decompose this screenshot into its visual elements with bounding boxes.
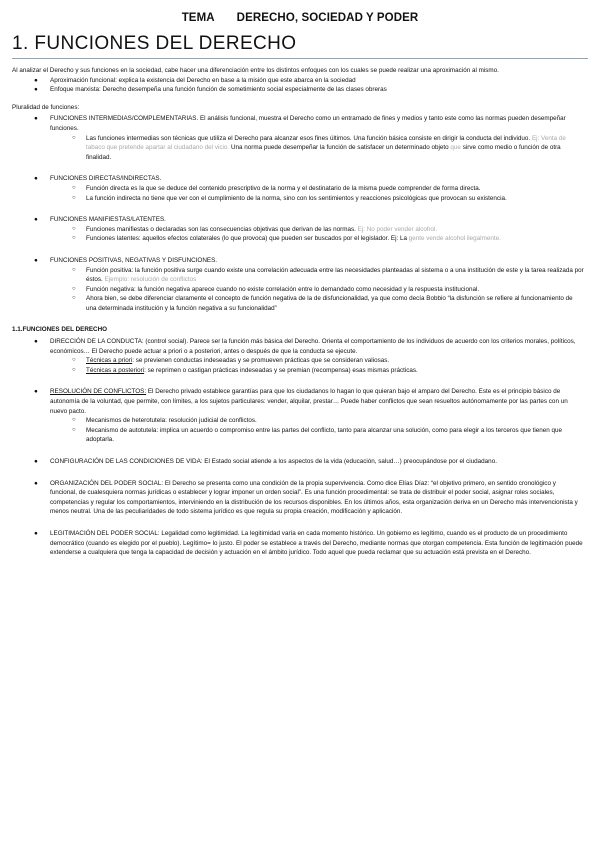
sub-text: Una norma puede desempeñar la función de satisfacer un determinado objeto — [230, 144, 449, 152]
sub-text: Mecanismo de autotutela: implica un acuerdo o compromiso entre las partes del conflicto, tanto para alcanzar una solución, como para elegir a los terceros que tienen que adoptarla. — [86, 426, 563, 444]
intro-bullet — [12, 76, 584, 86]
circle-bullet-icon: ○ — [72, 225, 76, 232]
circle-bullet-icon: ○ — [72, 235, 76, 242]
section-text: El análisis funcional, muestra el Derecho como un entramado de fines y medios y tanto este como las normas pueden desempeñar funciones. — [50, 115, 566, 132]
sub-text: Mecanismos de heterotutela: resolución judicial de conflictos. — [86, 417, 257, 425]
sub-bullet — [12, 366, 584, 376]
sub-bullet — [12, 356, 584, 366]
section-text: Legalidad como legitimidad. La legitimidad varía en cada momento histórico. Un gobierno es legítimo, cuando es el producto de un procedimiento democrático (cuando es elegido por el pueblo). Legítimo= lo justo. El poder se establece a través del Derecho, mediante normas que otorgan competencia. Esta función de legitimación puede extenderse a cualquiera que tenga la capacidad de decisión y actuación en el ámbito jurídico. Todo aquel que pueda reclamar que su actuación está prevista en el Derecho. — [50, 529, 583, 557]
document-header — [0, 12, 600, 24]
sub-bullet — [12, 234, 584, 244]
section-title-text: FUNCIONES DIRECTAS/INDIRECTAS. — [50, 175, 162, 183]
section-bullet — [12, 256, 584, 266]
sub-text: Funciones manifiestas o declaradas son las consecuencias objetivas que derivan de las normas. — [86, 225, 356, 233]
intro-bullet-text: Aproximación funcional: explica la existencia del Derecho en base a la misión que este abarca en la sociedad — [50, 76, 356, 84]
functions-heading: 1.1.FUNCIONES DEL DERECHO — [12, 326, 108, 334]
example-text: gente vende alcohol ilegalmente. — [408, 235, 501, 243]
circle-bullet-icon: ○ — [72, 266, 76, 273]
sub-text: : se reprimen o castigan prácticas indeseadas y se premian (recompensa) esas mismas prácticas. — [144, 366, 418, 374]
sub-text: Función negativa: la función negativa aparece cuando no existe correlación entre lo demandado como necesidad y la respuesta institucional. — [86, 285, 480, 293]
sub-text: Ahora bien, se debe diferenciar claramente el concepto de función negativa de la de disfuncionalidad, ya que como decía Bobbio “la disfunción se refiere al funcionamiento de una determinada institución y la función negativa a su funcionalidad” — [86, 295, 573, 312]
intro-paragraph: Al analizar el Derecho y sus funciones en la sociedad, cabe hacer una diferenciación entre los distintos enfoques con los cuales se puede realizar una aproximación al mismo. — [12, 67, 499, 74]
gray-word: que — [450, 144, 461, 152]
sub-text: La función indirecta no tiene que ver con el cumplimiento de la norma, sino con los sentimientos y reacciones psicológicas que provocan su existencia. — [86, 194, 507, 202]
section-bullet — [12, 457, 584, 467]
circle-bullet-icon: ○ — [72, 134, 76, 141]
section-title-text: FUNCIONES POSITIVAS, NEGATIVAS Y DISFUNCIONES. — [50, 256, 218, 264]
circle-bullet-icon: ○ — [72, 285, 76, 292]
circle-bullet-icon: ○ — [72, 295, 76, 302]
bullet-icon: ● — [34, 216, 38, 224]
sub-bullet — [12, 266, 584, 285]
bullet-icon: ● — [34, 479, 38, 487]
bullet-icon: ● — [34, 338, 38, 346]
section-title-text: DIRECCIÓN DE LA CONDUCTA: — [50, 338, 144, 346]
section-title-text: CONFIGURACIÓN DE LAS CONDICIONES DE VIDA: — [50, 458, 203, 465]
circle-bullet-icon: ○ — [72, 417, 76, 424]
section-text: El Derecho privado establece garantías para que los ciudadanos lo hagan lo que quieran bajo el amparo del Derecho. Este es el principio básico de autonomía de la voluntad, que permite, con límites, a los sujetos particulares: vender, alquilar, prestar… Puede haber conflictos que sean resueltos autónomamente por las partes con un nuevo pacto. — [50, 388, 568, 415]
sub-text: Función positiva: la función positiva surge cuando existe una correlación adecuada entre las necesidades planteadas al sistema o a una institución de este y la tarea realizada por éstos. — [86, 266, 584, 284]
section-bullet — [12, 215, 584, 225]
sub-bullet — [12, 416, 584, 426]
section-text: El Estado social atiende a los aspectos de la vida (educación, salud…) preocupándose por el ciudadano. — [204, 458, 497, 465]
example-text: Ej: Venta de tabaco que pretende apartar al ciudadano del vicio. — [86, 134, 566, 152]
underlined-label: Técnicas a priori — [86, 357, 133, 365]
example-text: Ej: No poder vender alcohol. — [357, 225, 438, 233]
section-bullet — [12, 529, 584, 558]
bullet-icon: ● — [34, 458, 38, 465]
tema-label: TEMA — [181, 12, 215, 24]
section-bullet — [12, 479, 584, 517]
title-divider — [12, 58, 588, 59]
plurality-heading: Pluralidad de funciones: — [12, 103, 80, 111]
circle-bullet-icon: ○ — [72, 366, 76, 373]
circle-bullet-icon: ○ — [72, 426, 76, 433]
section-title-text: RESOLUCIÓN DE CONFLICTOS: — [50, 388, 147, 396]
sub-bullet — [12, 225, 584, 235]
sub-bullet — [12, 285, 584, 295]
sub-text: Funciones latentes: aquellos efectos colaterales (lo que provoca) que pueden ser buscados por el legislador. Ej: La — [86, 235, 407, 243]
sub-text: Las funciones intermedias son técnicas que utiliza el Derecho para alcanzar esos fines últimos. Una función básica consiste en dirigir la conducta del individuo. — [86, 134, 531, 142]
sub-text: : se previenen conductas indeseadas y se promueven prácticas que se consideran valiosas. — [132, 357, 390, 365]
section-title-text: ORGANIZACIÓN DEL PODER SOCIAL: — [50, 479, 164, 487]
sub-text: Función directa es la que se deduce del contenido prescriptivo de la norma y el destinatario de la misma puede comprender de forma directa. — [86, 184, 481, 192]
sub-text: sirve como medio o función de otra finalidad. — [86, 144, 561, 161]
sub-bullet — [12, 184, 584, 194]
subject-title: DERECHO, SOCIEDAD Y PODER — [236, 12, 419, 24]
sub-bullet — [12, 134, 584, 163]
intro-bullet — [12, 85, 584, 95]
sub-bullet — [12, 426, 584, 445]
section-title-text: FUNCIONES INTERMEDIAS/COMPLEMENTARIAS. — [50, 115, 199, 123]
section-title-text: LEGITIMACIÓN DEL PODER SOCIAL: — [50, 529, 160, 537]
section-title-text: FUNCIONES MANIFIESTAS/LATENTES. — [50, 216, 166, 224]
section-bullet — [12, 174, 584, 184]
document-body — [12, 66, 584, 558]
section-bullet — [12, 387, 584, 416]
bullet-icon: ● — [34, 175, 38, 183]
circle-bullet-icon: ○ — [72, 194, 76, 201]
section-title: 1. FUNCIONES DEL DERECHO — [12, 33, 297, 54]
section-text: (control social). Parece ser la función más básica del Derecho. Orienta el comportamiento de los individuos de acuerdo con los criterios morales, políticos, económicos… El Derecho puede actuar a priori o a posteriori, antes o después de que la conducta se ejecute. — [50, 338, 576, 355]
intro-bullet-text: Enfoque marxista: Derecho desempeña una función función de sometimiento social especialmente de las clases obreras — [50, 86, 387, 94]
sub-bullet — [12, 194, 584, 204]
sub-bullet — [12, 294, 584, 313]
section-bullet — [12, 337, 584, 356]
section-bullet — [12, 114, 584, 133]
circle-bullet-icon: ○ — [72, 184, 76, 191]
bullet-icon: ● — [34, 256, 38, 264]
example-text: Ejemplo: resolución de conflictos — [104, 276, 197, 284]
underlined-label: Técnicas a posteriori — [86, 366, 145, 374]
bullet-icon: ● — [34, 115, 38, 123]
bullet-icon: ● — [34, 86, 38, 94]
section-text: El Derecho se presenta como una condición de la propia supervivencia. Como dice Elías Díaz: “el objetivo primero, en sentido cronológico y funcional, de cualesquiera normas jurídicas o establecer y lograr imponer un orden social”. Es una función procedimental: se trata de distribuir el poder social, asignar roles sociales, competencias y regular los comportamientos, interviniendo en la distribución de los recursos disponibles. En los últimos años, esta organización deriva en un Derecho más intervencionista y menos neutral. Una de las peculiaridades de todo sistema jurídico es que regula su propia creación, modificación y aplicación. — [50, 479, 578, 516]
bullet-icon: ● — [34, 529, 38, 537]
bullet-icon: ● — [34, 76, 38, 84]
bullet-icon: ● — [34, 388, 38, 396]
circle-bullet-icon: ○ — [72, 357, 76, 364]
